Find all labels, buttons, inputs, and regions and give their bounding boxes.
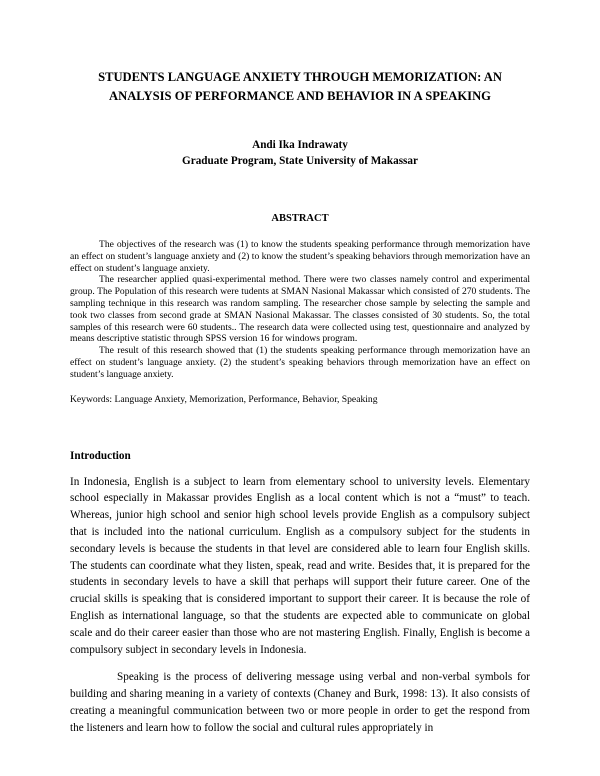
paper-title: STUDENTS LANGUAGE ANXIETY THROUGH MEMORIZATION: AN ANALYSIS OF PERFORMANCE AND BEHAVIOR IN A SPEAKING <box>98 70 502 103</box>
abstract-heading: ABSTRACT <box>271 213 329 224</box>
section-heading-introduction: Introduction <box>70 449 131 462</box>
abstract-paragraph: The result of this research showed that (1) the students speaking performance through memorization have an effect on student’s language anxiety. (2) the student’s speaking behaviors through memorization have an effect on student’s language anxiety. <box>70 345 530 380</box>
body-paragraph: Speaking is the process of delivering message using verbal and non-verbal symbols for building and sharing meaning in a variety of contexts (Chaney and Burk, 1998: 13). It also consists of creating a meaningful communication between two or more people in order to get the respond from the listeners and learn how to follow the social and cultural rules appropriately in <box>70 671 530 734</box>
introduction-body <box>70 474 530 737</box>
body-paragraph: In Indonesia, English is a subject to learn from elementary school to university levels. Elementary school especially in Makassar provides English as a local content which is not a “must” to teach. Whereas, junior high school and senior high school levels provide English as a compulsory subject that is included into the national curriculum. English as a compulsory subject for the students in secondary levels is because the students in that level are considered able to learn four English skills. The students can coordinate what they listen, speak, read and write. Besides that, it is prepared for the students in secondary levels to have a skill that perhaps will support their future career. One of the crucial skills is speaking that is considered important to support their career. It is because the role of English as international language, so that the students are expected able to communicate on global scale and do their career easier than those who are not mastering English. Finally, English is become a compulsory subject in secondary levels in Indonesia. <box>70 475 530 656</box>
keywords-line: Keywords: Language Anxiety, Memorization, Performance, Behavior, Speaking <box>70 393 378 405</box>
abstract-paragraph: The researcher applied quasi-experimental method. There were two classes namely control and experimental group. The Population of this research were tudents at SMAN Nasional Makassar which consisted of 270 students. The sampling technique in this research was random sampling. The researcher chose sample by selecting the sample and took two classes from second grade at SMAN Nasional Makassar. The classes consisted of 30 students. So, the total samples of this research were 60 students.. The research data were collected using test, questionnaire and analyzed by means descriptive statistic through SPSS version 16 for windows program. <box>70 274 530 345</box>
author-affiliation: Graduate Program, State University of Makassar <box>182 155 418 167</box>
abstract-paragraph: The objectives of the research was (1) to know the students speaking performance through memorization have an effect on student’s language anxiety and (2) to know the student’s speaking behaviors through memorization have an effect on student’s language anxiety. <box>70 239 530 274</box>
author-name: Andi Ika Indrawaty <box>252 139 348 151</box>
abstract-body <box>70 239 530 381</box>
